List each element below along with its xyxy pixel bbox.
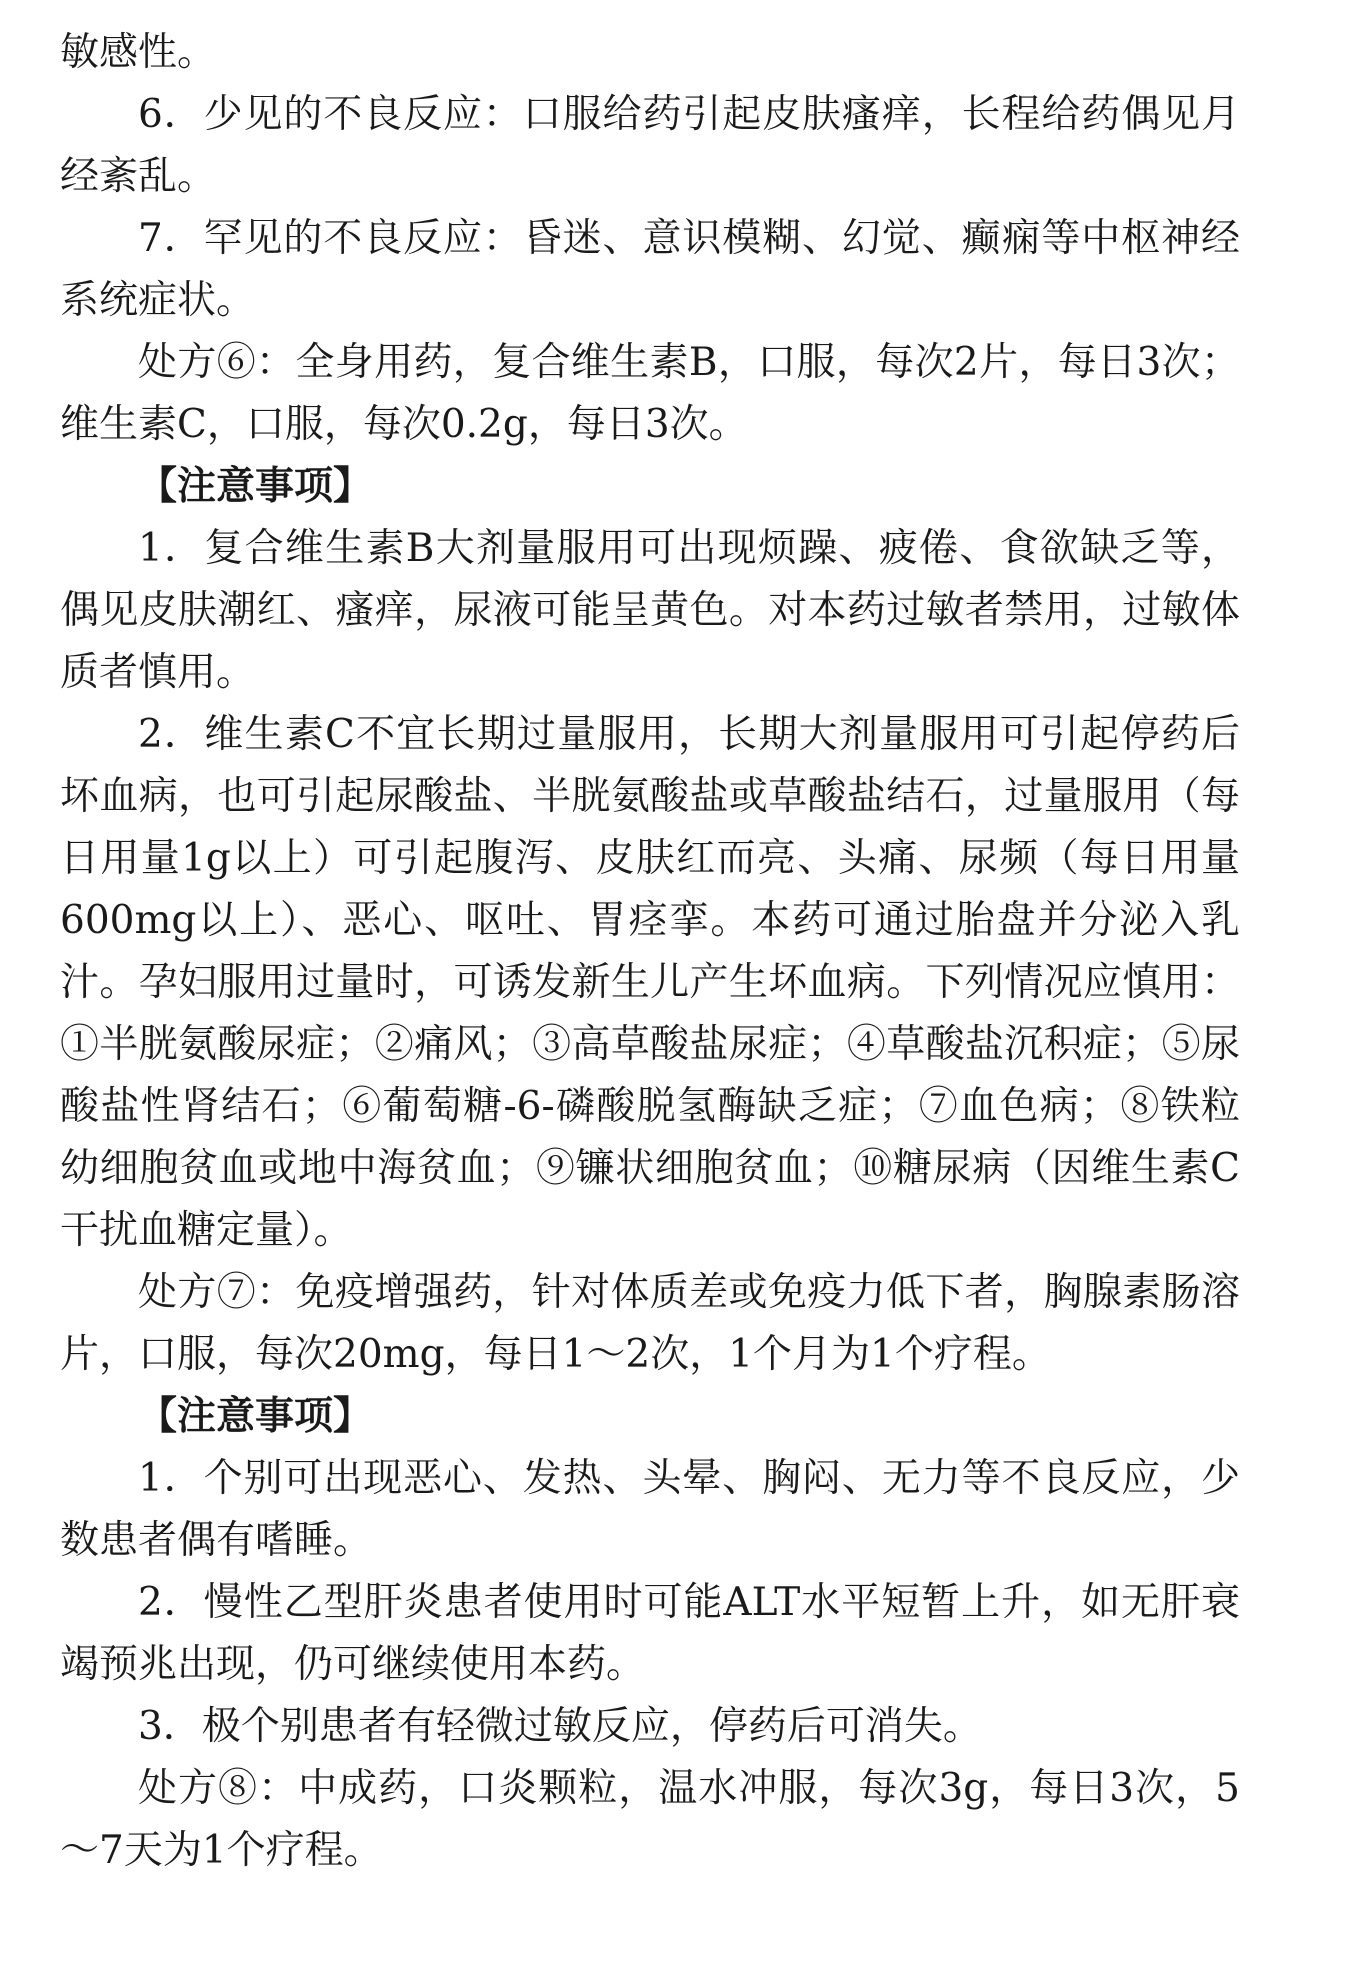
precaution-item-1: 1．复合维生素B大剂量服用可出现烦躁、疲倦、食欲缺乏等，偶见皮肤潮红、瘙痒，尿液可能呈黄色。对本药过敏者禁用，过敏体质者慎用。: [60, 526, 1240, 695]
precaution-item-2b: 2．慢性乙型肝炎患者使用时可能ALT水平短暂上升，如无肝衰竭预兆出现，仍可继续使用本药。: [60, 1580, 1240, 1687]
document-page: [60, 22, 1240, 1882]
prescription-6: 处方⑥：全身用药，复合维生素B，口服，每次2片，每日3次；维生素C，口服，每次0.2g，每日3次。: [60, 340, 1240, 447]
paragraph-item-6: 6．少见的不良反应：口服给药引起皮肤瘙痒，长程给药偶见月经紊乱。: [60, 92, 1240, 199]
precaution-item-1b: 1．个别可出现恶心、发热、头晕、胸闷、无力等不良反应，少数患者偶有嗜睡。: [60, 1456, 1240, 1563]
paragraph-item-7: 7．罕见的不良反应：昏迷、意识模糊、幻觉、癫痫等中枢神经系统症状。: [60, 216, 1240, 323]
prescription-8: 处方⑧：中成药，口炎颗粒，温水冲服，每次3g，每日3次，5～7天为1个疗程。: [60, 1766, 1240, 1873]
precaution-item-2: 2．维生素C不宜长期过量服用，长期大剂量服用可引起停药后坏血病，也可引起尿酸盐、半胱氨酸盐或草酸盐结石，过量服用（每日用量1g以上）可引起腹泻、皮肤红而亮、头痛、尿频（每日用量600mg以上）、恶心、呕吐、胃痉挛。本药可通过胎盘并分泌入乳汁。孕妇服用过量时，可诱发新生儿产生坏血病。下列情况应慎用：①半胱氨酸尿症；②痛风；③高草酸盐尿症；④草酸盐沉积症；⑤尿酸盐性肾结石；⑥葡萄糖-6-磷酸脱氢酶缺乏症；⑦血色病；⑧铁粒幼细胞贫血或地中海贫血；⑨镰状细胞贫血；⑩糖尿病（因维生素C干扰血糖定量）。: [60, 712, 1240, 1253]
section-heading-precautions: 【注意事项】: [138, 464, 373, 509]
precaution-item-3b: 3．极个别患者有轻微过敏反应，停药后可消失。: [138, 1704, 982, 1749]
prescription-7: 处方⑦：免疫增强药，针对体质差或免疫力低下者，胸腺素肠溶片，口服，每次20mg，每日1～2次，1个月为1个疗程。: [60, 1270, 1240, 1377]
section-heading-precautions-2: 【注意事项】: [138, 1394, 373, 1439]
paragraph-continuation: 敏感性。: [60, 30, 217, 75]
